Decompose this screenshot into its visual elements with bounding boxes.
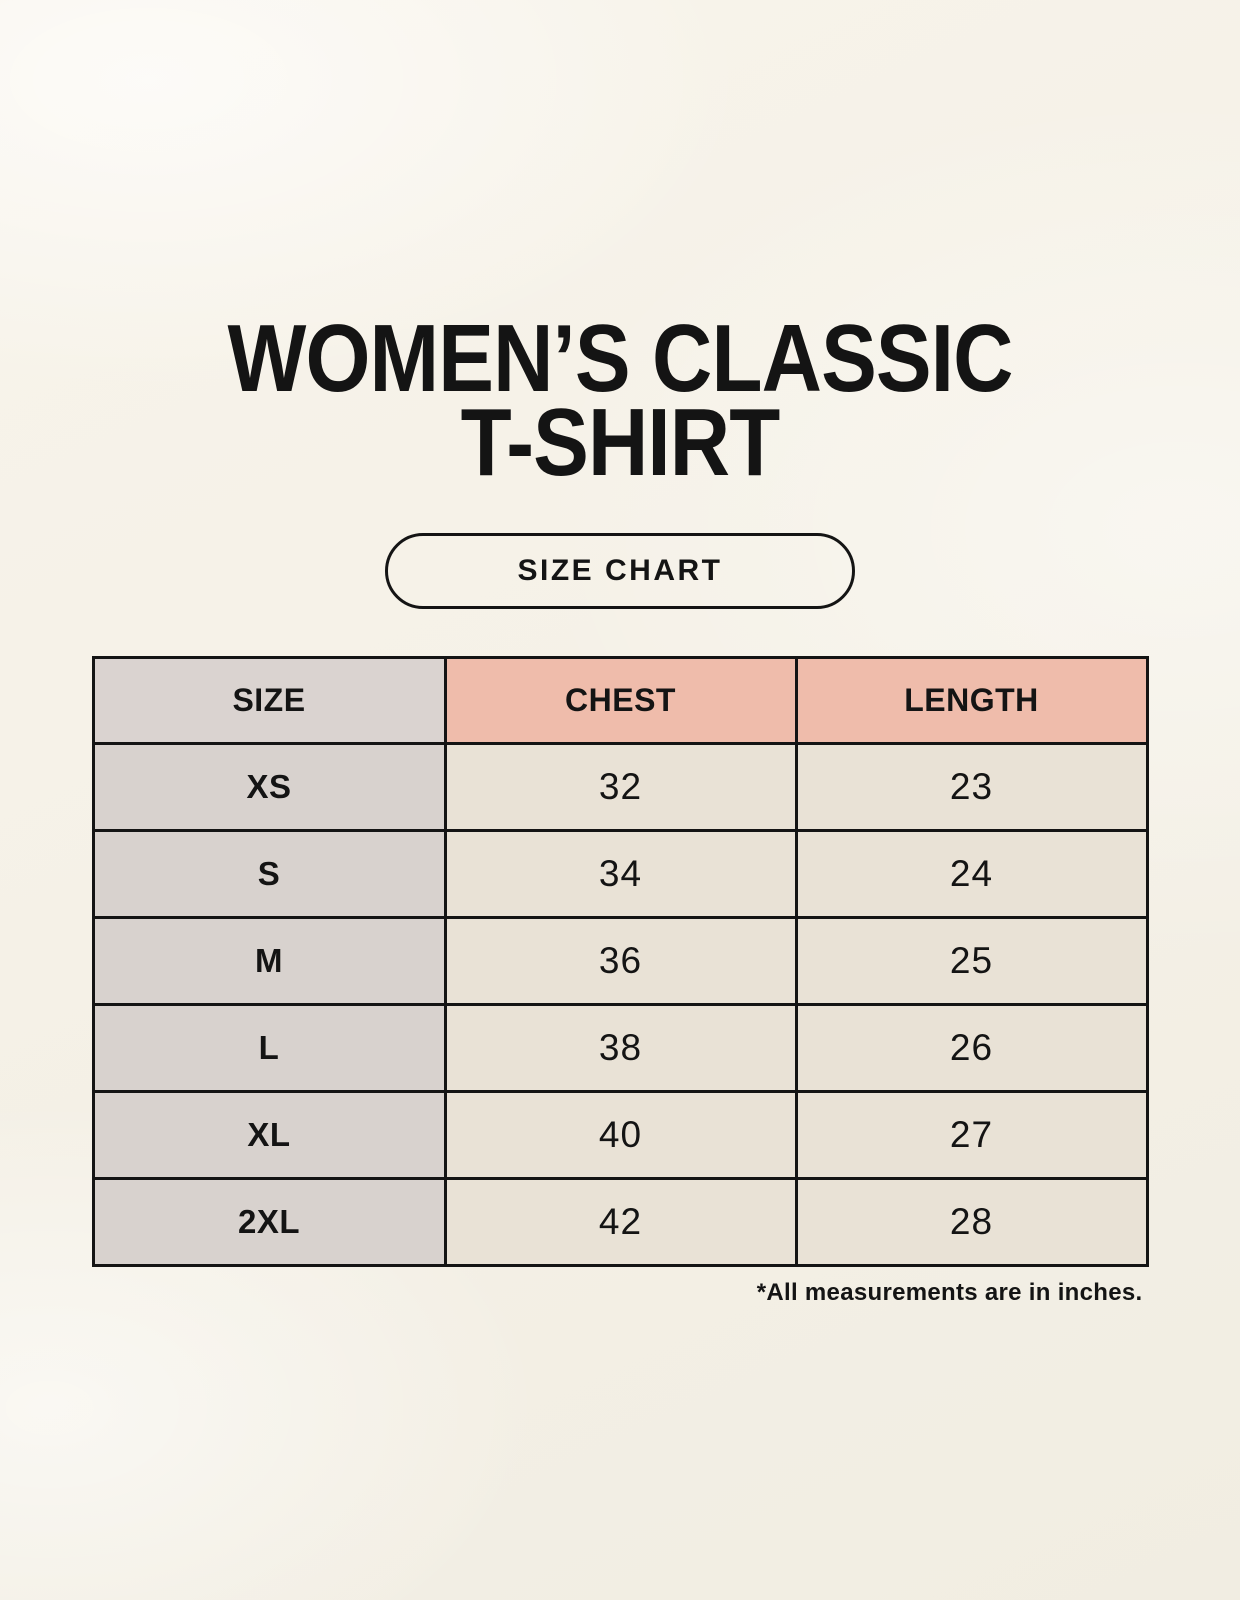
chest-value-cell: 32 [445, 743, 796, 830]
page-title [81, 0, 1160, 497]
table-row [93, 1091, 1147, 1178]
table-row [93, 743, 1147, 830]
length-value-cell: 26 [796, 1004, 1147, 1091]
length-value-cell: 23 [796, 743, 1147, 830]
chest-value-cell: 34 [445, 830, 796, 917]
size-chart-button[interactable] [385, 533, 855, 609]
length-value-cell: 25 [796, 917, 1147, 1004]
size-label-cell: XL [93, 1091, 445, 1178]
size-label-cell: 2XL [93, 1178, 445, 1265]
length-value-cell: 24 [796, 830, 1147, 917]
measurements-footnote: *All measurements are in inches. [756, 1278, 1143, 1306]
size-label-cell: XS [93, 743, 445, 830]
size-label-cell: L [93, 1004, 445, 1091]
table-row [93, 830, 1147, 917]
length-value-cell: 28 [796, 1178, 1147, 1265]
size-label-cell: M [93, 917, 445, 1004]
page-title-line-1: WOMEN’S CLASSIC [227, 305, 1013, 412]
column-header-length: LENGTH [796, 657, 1147, 743]
chest-value-cell: 40 [445, 1091, 796, 1178]
column-header-size: SIZE [93, 657, 445, 743]
table-row [93, 1178, 1147, 1265]
table-row [93, 917, 1147, 1004]
table-header-row [93, 657, 1147, 743]
column-header-chest: CHEST [445, 657, 796, 743]
size-chart-table [92, 656, 1149, 1267]
chest-value-cell: 38 [445, 1004, 796, 1091]
size-label-cell: S [93, 830, 445, 917]
length-value-cell: 27 [796, 1091, 1147, 1178]
size-chart-button-label: SIZE CHART [517, 553, 723, 587]
chest-value-cell: 42 [445, 1178, 796, 1265]
table-row [93, 1004, 1147, 1091]
chest-value-cell: 36 [445, 917, 796, 1004]
page-title-line-2: T-SHIRT [460, 389, 780, 497]
